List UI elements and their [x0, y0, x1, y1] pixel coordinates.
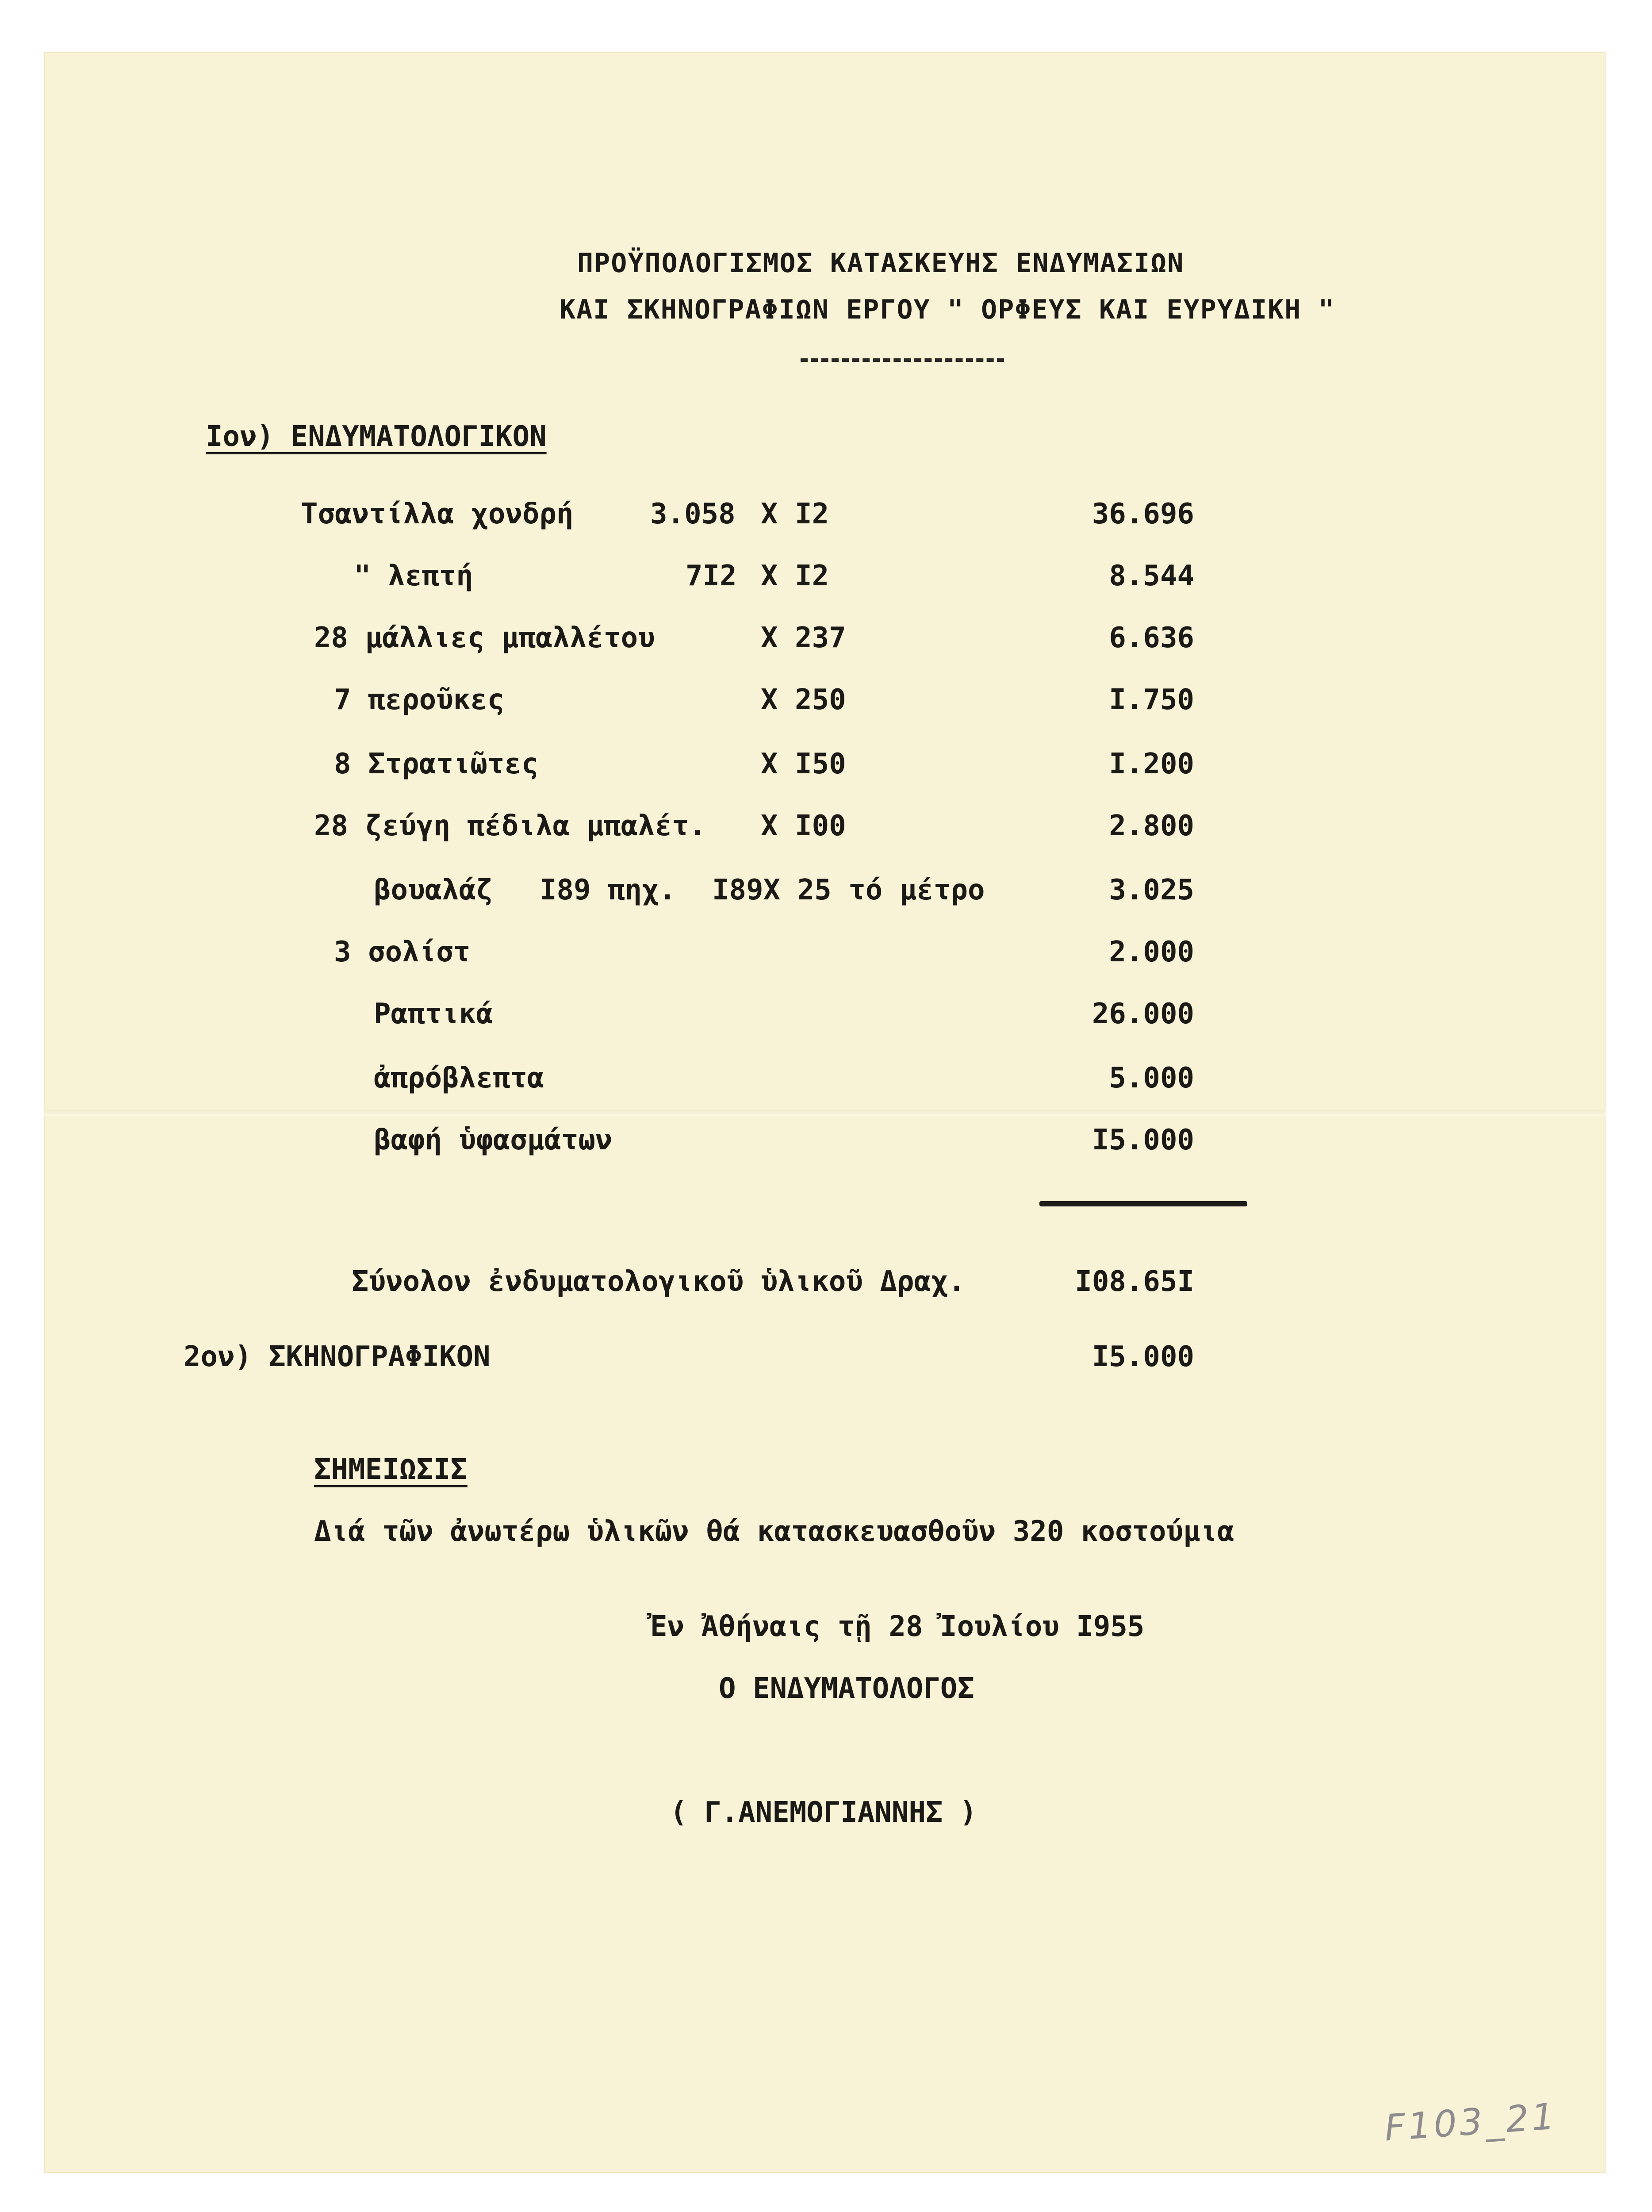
title-divider	[801, 358, 1004, 362]
item-amount-3: 6.636	[1109, 622, 1194, 654]
item-amount-4: Ι.750	[1109, 684, 1194, 716]
item-mult-7: Ι89Χ 25 τό μέτρο	[712, 874, 985, 906]
item-qty-1: 3.058	[650, 498, 736, 530]
item-desc-9: Ραπτικά	[374, 998, 493, 1030]
item-mult-5: Χ Ι50	[761, 748, 846, 780]
paper-fold	[44, 1110, 1606, 1116]
item-amount-7: 3.025	[1109, 874, 1194, 906]
archive-reference: F103_21	[1383, 2095, 1559, 2150]
note-text: Διά τῶν ἀνωτέρω ὑλικῶν θά κατασκευασθοῦν 320 κοστούμια	[314, 1515, 1234, 1548]
item-amount-6: 2.800	[1109, 810, 1194, 842]
total-label: Σύνολον ἐνδυματολογικοῦ ὑλικοῦ Δραχ.	[352, 1265, 966, 1298]
item-desc-2: " λεπτή	[354, 560, 473, 592]
item-desc-3: 28 μάλλιες μπαλλέτου	[314, 622, 655, 654]
document-title-line2: ΚΑΙ ΣΚΗΝΟΓΡΑΦΙΩΝ ΕΡΓΟΥ " ΟΡΦΕΥΣ ΚΑΙ ΕΥΡΥΔΙΚΗ "	[560, 294, 1335, 325]
section2-amount: Ι5.000	[1092, 1340, 1194, 1373]
item-desc-7: βουαλάζ	[374, 874, 493, 906]
signatory-name: ( Γ.ΑΝΕΜΟΓΙΑΝΝΗΣ )	[670, 1796, 977, 1829]
document-title-line1: ΠΡΟΫΠΟΛΟΓΙΣΜΟΣ ΚΑΤΑΣΚΕΥΗΣ ΕΝΔΥΜΑΣΙΩΝ	[577, 248, 1184, 279]
item-amount-5: Ι.200	[1109, 748, 1194, 780]
item-desc-8: 3 σολίστ	[334, 936, 471, 968]
sum-rule	[1039, 1201, 1247, 1206]
item-qty-2: 7Ι2	[686, 560, 737, 592]
item-qty-7: Ι89 πηχ.	[540, 874, 676, 906]
section2-heading: 2ον) ΣΚΗΝΟΓΡΑΦΙΚΟΝ	[184, 1340, 491, 1373]
item-desc-10: ἀπρόβλεπτα	[374, 1062, 544, 1094]
item-amount-2: 8.544	[1109, 560, 1194, 592]
item-mult-3: Χ 237	[761, 622, 846, 654]
section1-heading: Ιον) ΕΝΔΥΜΑΤΟΛΟΓΙΚΟΝ	[206, 420, 547, 453]
item-mult-4: Χ 250	[761, 684, 846, 716]
item-amount-9: 26.000	[1092, 998, 1194, 1030]
signatory-role: Ο ΕΝΔΥΜΑΤΟΛΟΓΟΣ	[719, 1672, 974, 1705]
item-desc-5: 8 Στρατιῶτες	[334, 748, 539, 780]
item-desc-6: 28 ζεύγη πέδιλα μπαλέτ.	[314, 810, 706, 842]
place-date: Ἐν Ἀθήναις τῇ 28 Ἰουλίου Ι955	[650, 1610, 1145, 1643]
total-amount: Ι08.65Ι	[1075, 1265, 1194, 1298]
item-amount-11: Ι5.000	[1092, 1124, 1194, 1156]
item-desc-4: 7 περοῦκες	[334, 684, 505, 716]
item-amount-10: 5.000	[1109, 1062, 1194, 1094]
item-amount-8: 2.000	[1109, 936, 1194, 968]
item-desc-11: βαφή ὑφασμάτων	[374, 1124, 613, 1156]
item-amount-1: 36.696	[1092, 498, 1194, 530]
item-desc-1: Τσαντίλλα χονδρή	[301, 498, 574, 530]
item-mult-6: Χ Ι00	[761, 810, 846, 842]
item-mult-1: Χ Ι2	[761, 498, 829, 530]
note-heading: ΣΗΜΕΙΩΣΙΣ	[314, 1453, 468, 1486]
item-mult-2: Χ Ι2	[761, 560, 829, 592]
